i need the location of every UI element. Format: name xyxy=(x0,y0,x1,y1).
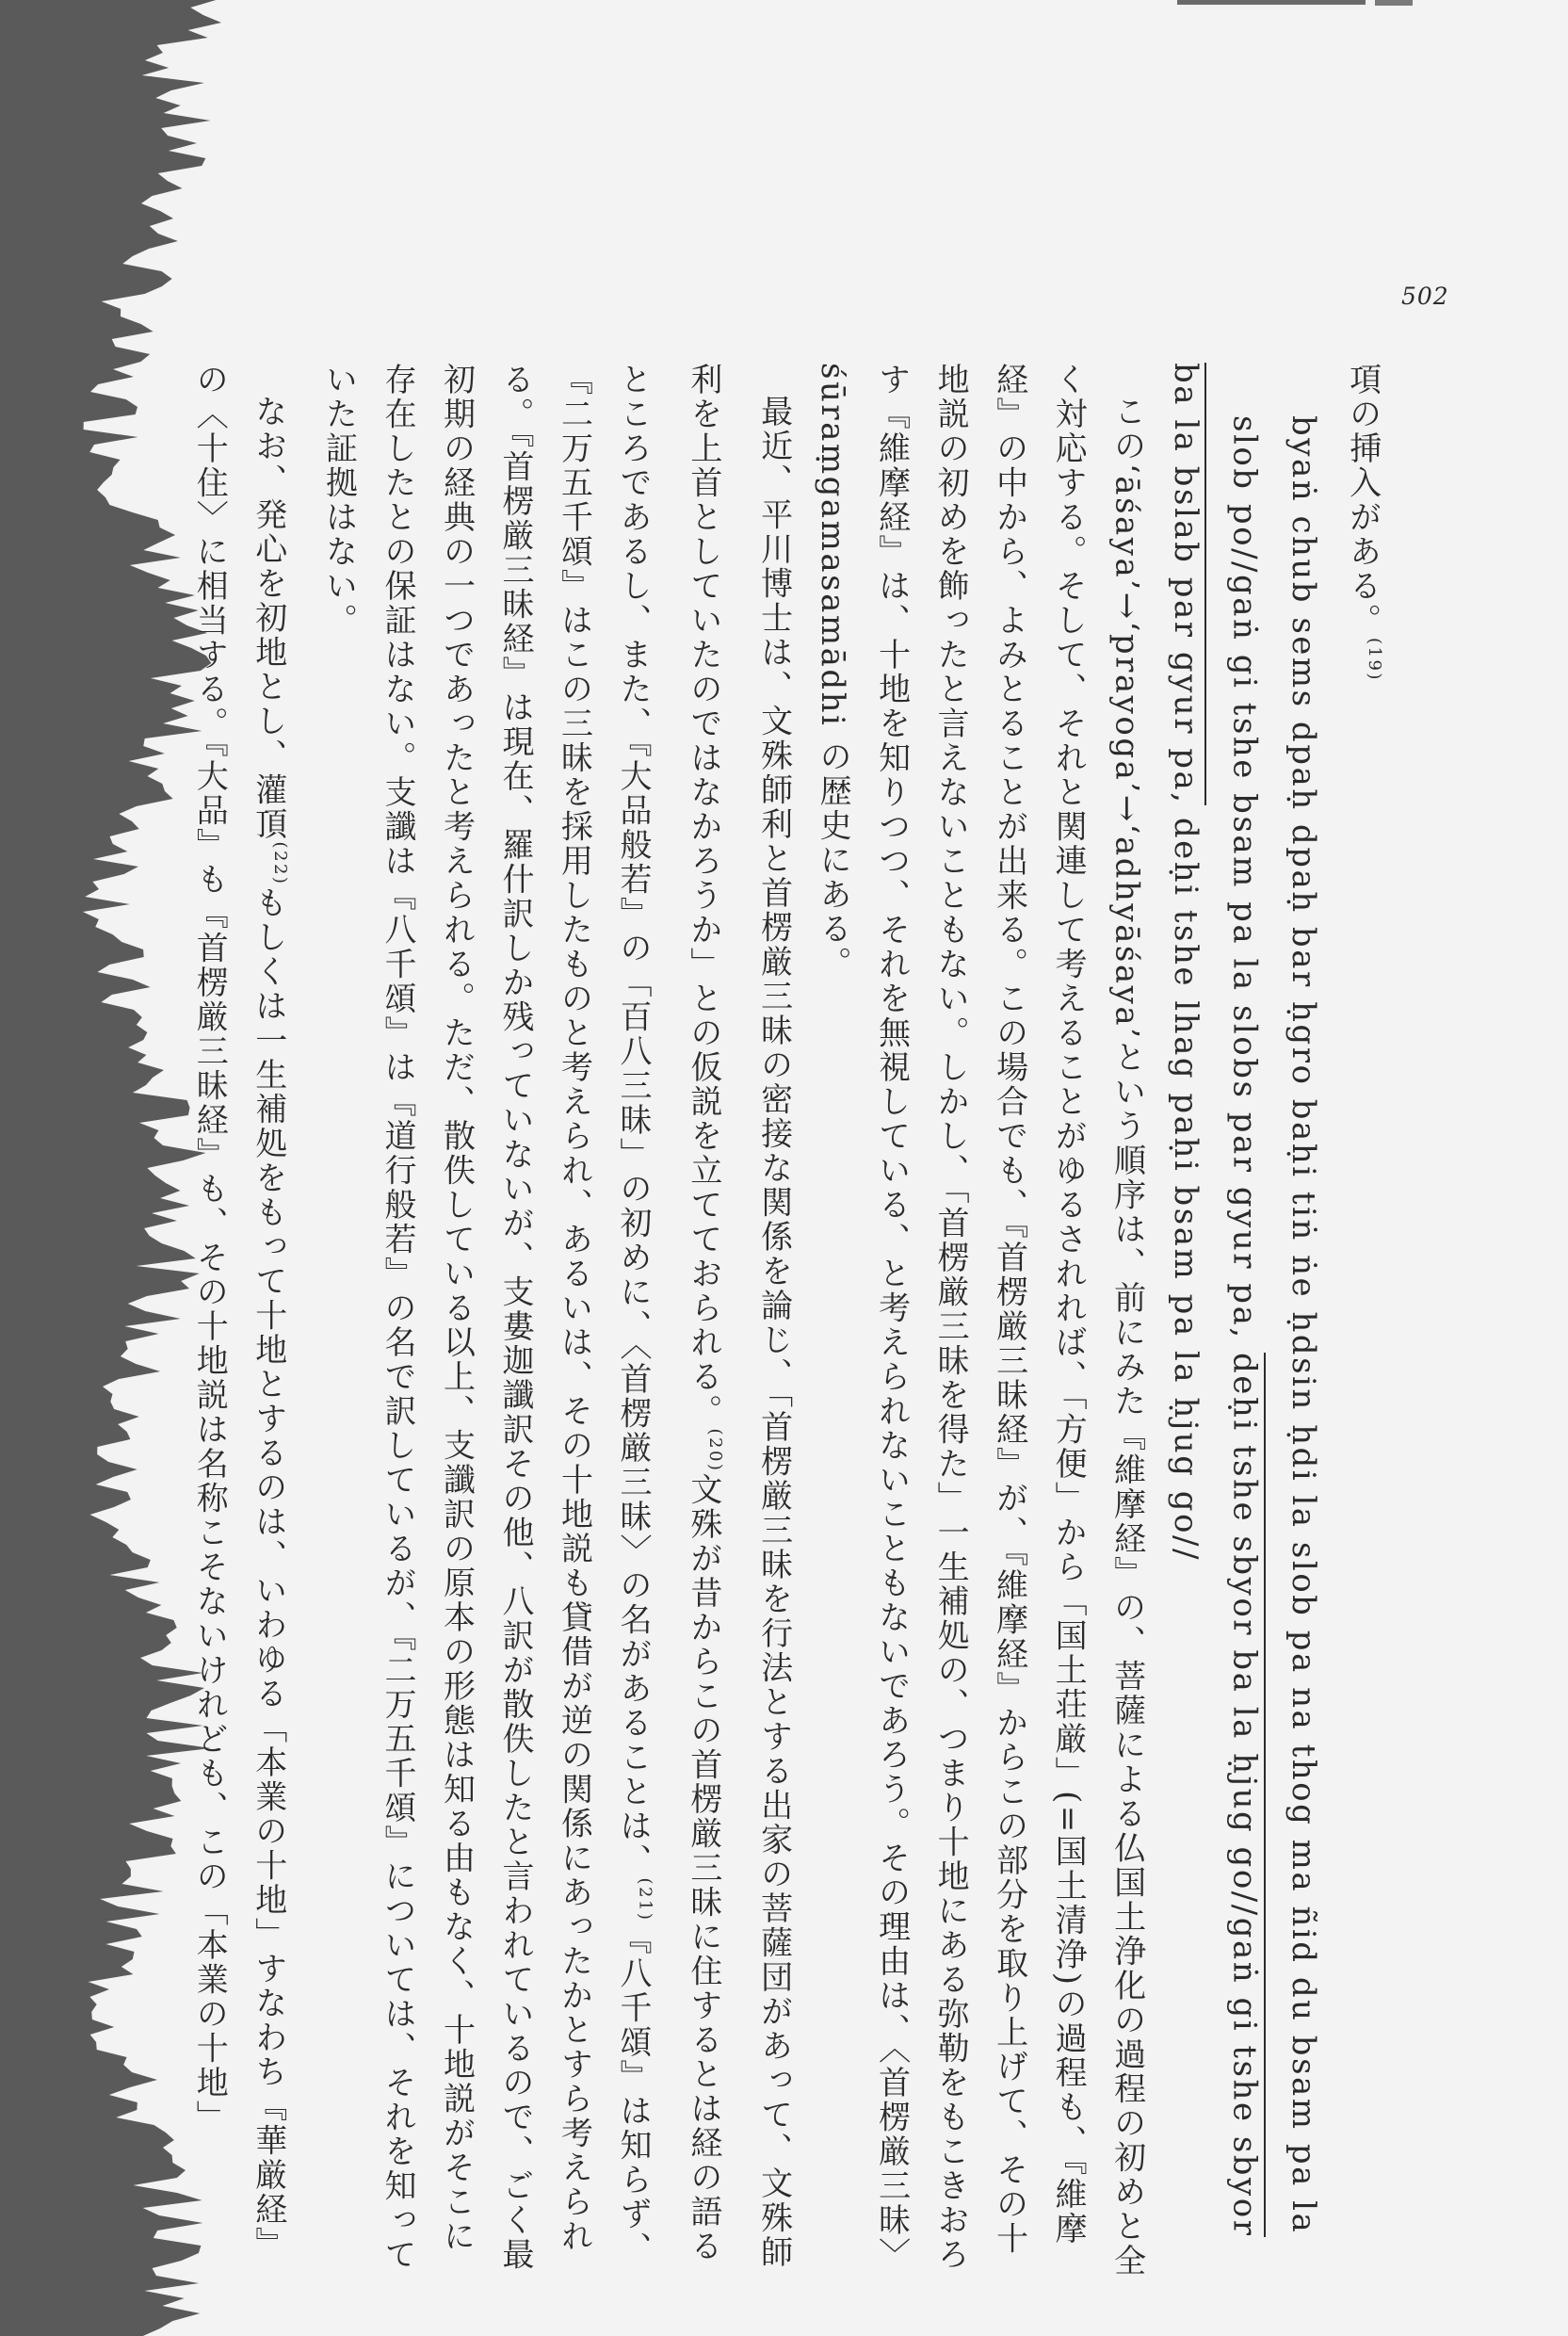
paragraph: この‘āśaya’→‘prayoga’→‘adhyāśaya’という順序は、前にみた『維摩経』の、菩薩による仏国土浄化の過程の初めと全く対応する。そして、それと関連して考えることがゆるされれば、「方便」から「国土荘厳」(=国土清浄)の過程も、『維摩経』の中から、よみとることが出来る。この場合でも、『首楞厳三昧経』が、『維摩経』からこの部分を取り上げて、その十地説の初めを飾ったと言えないこともない。しかし、「首楞厳三昧を得た」一生補処の、つまり十地にある弥勒をもこきおろす『維摩経』は、十地を知りつつ、それを無視している、と考えられないこともないであろう。その理由は、〈首楞厳三昧〉śūraṃgamasamādhi の歴史にある。 xyxy=(814,363,1146,2279)
footnote-ref: (20) xyxy=(705,1428,726,1473)
paragraph-text: なお、発心を初地とし、灌頂 xyxy=(249,395,287,842)
footnote-ref: (21) xyxy=(635,1877,655,1922)
footnote-ref: (22) xyxy=(270,841,291,886)
intro-line xyxy=(1333,363,1403,2284)
tibetan-underlined: deḥi tshe sbyor ba la ḥjug go//gaṅ gi tshe sbyor xyxy=(1225,1352,1264,2238)
tibetan-quote xyxy=(1215,363,1333,2284)
paragraph-text: 『八千頌』は知らず、『二万五千頌』はこの三昧を採用したものと考えられ、あるいは、その十地説も貸借が逆の関係にあったかとすら考えられる。『首楞厳三昧経』は現在、羅什訳しか残っていないが、支婁迦讖訳その他、八訳が散佚したと言われているので、ごく最初期の経典の一つであったと考えられる。ただ、散佚している以上、支讖訳の原本の形態は知る由もなく、十地説がそこに存在したとの保証はない。支讖は『八千頌』は『道行般若』の名で訳しているが、『二万五千頌』については、それを知っていた証拠はない。 xyxy=(319,363,653,2272)
paragraph-text: もしくは一生補処をもって十地とするのは、いわゆる「本業の十地」すなわち『華厳経』の〈十住〉に相当する。『大品』も『首楞厳三昧経』も、その十地説は名称こそないけれども、この「本業の十地」 xyxy=(190,363,287,2262)
paragraph-text: 文殊が昔からこの首楞厳三昧に住するとは経の語るところであるし、また、『大品般若』の「百八三昧」の初めに、〈首楞厳三昧〉の名があることは、 xyxy=(614,363,722,2263)
page-number: 502 xyxy=(1401,283,1449,310)
paragraph xyxy=(180,363,309,2284)
paragraph-text: 最近、平川博士は、文殊師利と首楞厳三昧の密接な関係を論じ、「首楞厳三昧を行法とする出家の菩薩団があって、文殊師利を上首としていたのではなかろうか」との仮説を立てておられる。 xyxy=(684,363,793,2270)
body-text xyxy=(180,363,1403,2284)
footnote-ref: (19) xyxy=(1365,638,1384,682)
tibetan-line: deḥi tshe lhag paḥi bsam pa la ḥjug go// xyxy=(1167,804,1205,1562)
top-rule xyxy=(1149,0,1431,9)
tibetan-quote-cont xyxy=(1156,363,1216,2284)
paragraph xyxy=(309,363,803,2284)
tibetan-line: byaṅ chub sems dpaḥ dpaḥ bar ḥgro baḥi tiṅ ṅe ḥdsin ḥdi la slob pa na thog ma ñid du bsam pa la slob po//gaṅ gi tshe bsam pa la slobs par gyur pa, xyxy=(1225,415,1323,2235)
intro-text: 項の挿入がある。 xyxy=(1343,363,1382,638)
tibetan-underlined: ba la bslab par gyur pa, xyxy=(1167,363,1205,805)
